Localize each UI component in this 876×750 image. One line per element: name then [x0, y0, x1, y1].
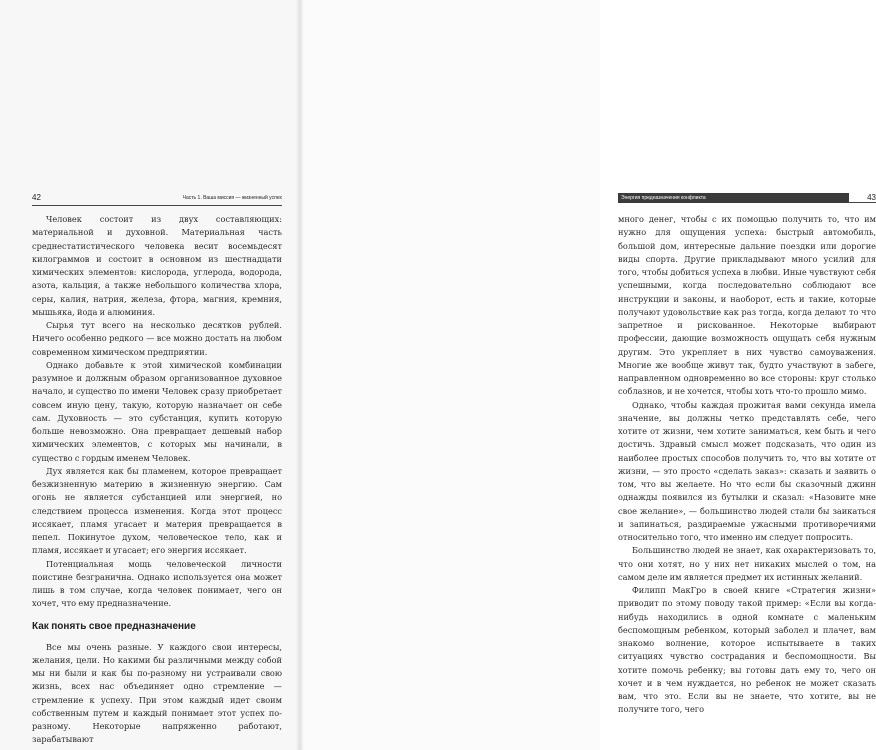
left-running-head: Часть 1. Ваша миссия — жизненный успех	[182, 195, 282, 201]
paragraph: Человек состоит из двух составляющих: материальной и духовной. Материальная часть среднестатистического человека весит восемьдесят килограммов и состоит в основном из шестнадцати химических элементов: кислорода, углерода, водорода, азота, кальция, а также небольшого количества хлора, серы, калия, натрия, железа, фтора, магния, кремния, мышьяка, йода и алюминия.	[32, 214, 282, 317]
right-page	[300, 0, 876, 750]
paragraph: Однако, чтобы каждая прожитая вами секунда имела значение, вы должны четко представлять себе, чего хотите от жизни, чем хотите заниматься, кем быть и чего достичь. Здравый смысл может подсказать, что один из наиболее простых способов получить то, что вы хотите от жизни, — это просто «сделать заказ»: сказать и заявить о том, что вы желаете. Но что если бы сказочный джинн однажды появился из бутылки и сказал: «Назовите мне свое желание», — большинство людей стали бы заикаться и запинаться, раздираемые ужасными противоречиями относительно того, что именно им следует попросить.	[618, 399, 876, 542]
paragraph: Однако добавьте к этой химической комбинации разумное и должным образом организованное духовное начало, и существо по имени Человек сразу приобретает совсем иную цену, такую, которую назначает он себе сам. Духовность — это субстанция, купить которую больше невозможно. Она превращает дешевый набор химических элементов, с которых мы начинали, в существо с гордым именем Человек.	[32, 359, 282, 463]
paragraph: Дух является как бы пламенем, которое превращает безжизненную материю в жизненную энергию. Сам огонь не является субстанцией или энергией, но следствием процесса изменения. Когда этот процесс иссякает, пламя угасает и материя превращается в пепел. Покинутое духом, человеческое тело, как и пламя, иссякает и угасает; его энергия иссякает.	[32, 465, 282, 556]
book-gutter-shadow	[296, 0, 304, 750]
paragraph: Потенциальная мощь человеческой личности поистине безгранична. Однако используется она может лишь в том случае, когда человек понимает, чего он хочет, что ему предназначение.	[32, 558, 282, 609]
right-page-body	[618, 213, 876, 717]
paragraph: Большинство людей не знает, как охарактеризовать то, что они хотят, но у них нет никаких мыслей о том, на самом деле им является предмет их истинных желаний.	[618, 545, 876, 582]
paragraph: много денег, чтобы с их помощью получить то, что им нужно для ощущения успеха: быстрый автомобиль, большой дом, интересные дальние поездки или дорогие виды спорта. Другие прикладывают много усилий для того, чтобы добиться успеха в любви. Иные чувствуют себя успешными, когда последовательно соблюдают все инструкции и законы, и наоборот, есть и такие, которые получают удовольствие как раз тогда, когда делают то что запретное и рискованное. Некоторые выбирают профессии, дающие возможность ощущать себя нужным другим. Это укрепляет в них чувство самоуважения. Многие же вообще живут так, будто участвуют в забеге, направленном одновременно во все стороны: круг столько соблазнов, и не хочется, чтобы хоть что-то прошло мимо.	[618, 214, 876, 397]
right-page-number: 43	[867, 193, 876, 202]
section-heading: Как понять свое предназначение	[32, 620, 196, 632]
left-page-header	[32, 193, 282, 206]
left-page-number: 42	[32, 193, 41, 202]
paragraph: Филипп МакГро в своей книге «Стратегия жизни» приводит по этому поводу такой пример: «Если вы когда-нибудь находились в одной комнате с маленьким беспомощным ребенком, который заболел и плачет, вам знакомо волнение, которое испытываете в таких ситуациях чувство сострадания и беспомощности. Вы хотите помочь ребенку; вы готовы дать ему то, чего он хочет и в чем нуждается, но ребенок не может сказать вам, что это. Если вы не знаете, что хотите, вы не получите того, чего	[618, 585, 876, 715]
right-running-head: Энергия предназначения конфликта	[618, 193, 849, 203]
left-page-body	[32, 213, 282, 747]
right-page-header	[618, 193, 876, 205]
paragraph: Все мы очень разные. У каждого свои интересы, желания, цели. Но какими бы различными между собой мы ни были и как бы по-разному ни устраивали свою жизнь, всех нас объединяет одно стремление — стремление к успеху. При этом каждый идет своим собственным путем и каждый понимает этот успех по-разному. Некоторые напряженно работают, зарабатывают	[32, 641, 282, 745]
left-page	[0, 0, 300, 750]
paragraph: Сырья тут всего на несколько десятков рублей. Ничего особенно редкого — все можно достать на любом современном химическом предприятии.	[32, 320, 282, 357]
